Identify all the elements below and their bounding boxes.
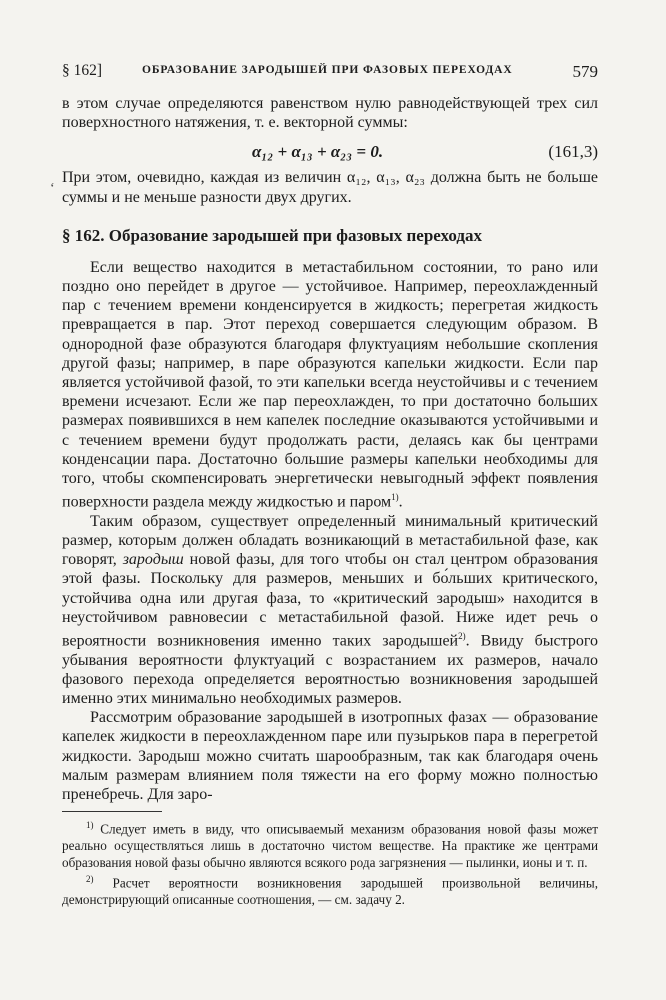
footnote-2 [62,871,598,908]
intro-paragraph: в этом случае определяются равенством нулю равнодействующей трех сил поверхностного натяжения, т. е. векторной суммы: [62,95,598,132]
page-number: 579 [572,62,598,81]
footnote-2-text: Расчет вероятности возникновения зародышей произвольной величины, демонстрирующий описанные соотношения, — см. задачу 2. [62,875,598,907]
equation-number: (161,3) [548,142,598,162]
paragraph-1 [62,258,598,512]
formula-row [62,140,598,166]
after-formula-paragraph: При этом, очевидно, каждая из величин α₁₂, α₁₃, α₂₃ должна быть не больше суммы и не меньше разности двух других. [62,169,598,206]
header-section: § 162] [62,62,103,79]
paragraph-2-part3: . Ввиду быстрого убывания вероятности флуктуаций с возрастанием их размеров, начало фазового перехода определяется вероятностью возникновения зародышей именно этих минимально необходимых размеров. [62,632,598,707]
paragraph-2-part1: Таким образом, существует определенный минимальный критический размер, которым должен обладать возникающий в метастабильной фазе, как говорят, [62,512,598,569]
header-title: ОБРАЗОВАНИЕ ЗАРОДЫШЕЙ ПРИ ФАЗОВЫХ ПЕРЕХОДАХ [142,64,513,76]
paragraph-1-text: Если вещество находится в метастабильном состоянии, то рано или поздно оно перейдет в другое — устойчивое. Например, переохлажденный пар с течением времени конденсируется в жидкость; перегретая жидкость превращается в пар. Этот переход совершается следующим образом. В однородной фазе образуются благодаря флуктуациям небольшие скопления другой фазы; например, в паре образуются капельки жидкости. Если пар является устойчивой фазой, то эти капельки всегда неустойчивы и с течением времени исчезают. Если же пар переохлажден, то при достаточно больших размерах появившихся в нем капелек последние оказываются устойчивыми и с течением времени будут продолжать расти, делаясь как бы центрами конденсации пара. Достаточно большие размеры капельки необходимы для того, чтобы скомпенсировать энергетически невыгодный эффект появления поверхности раздела между жидкостью и паром [62,258,598,511]
footnote-1-marker: 1) [86,820,94,831]
book-page [62,62,598,908]
footnote-1-text: Следует иметь в виду, что описываемый механизм образования новой фазы может реально осуществляться лишь в достаточно чистом веществе. На практике же центрами образования новой фазы обычно являются всякого рода загрязнения — пылинки, ионы и т. п. [62,821,598,870]
footnote-2-marker: 2) [86,874,94,885]
footnote-1 [62,817,598,871]
running-header [62,62,598,88]
paragraph-2-part2: новой фазы, для того чтобы он стал центром образования этой фазы. Поскольку для размеров, меньших и бо́льших критического, устойчива одна или другая фаза, то «критический зародыш» находится в неустойчивом равновесии с метастабильной фазой. Ниже идет речь о вероятности возникновения именно таких зародышей [62,551,598,650]
footnote-ref-1: 1) [391,492,399,503]
formula-expression: α₁₂ + α₁₃ + α₂₃ = 0. [252,142,384,162]
paragraph-3: Рассмотрим образование зародышей в изотропных фазах — образование капелек жидкости в переохлажденном паре или пузырьков пара в перегретой жидкости. Зародыш можно считать шарообразным, так как благодаря очень малым размерам влиянием поля тяжести на его форму можно полностью пренебречь. Для заро- [62,709,598,803]
paragraph-1-tail: . [398,493,403,511]
margin-mark: ʻ [50,181,55,196]
term-zarodysh: зародыш [122,551,184,569]
section-heading: § 162. Образование зародышей при фазовых переходах [62,225,482,245]
paragraph-2 [62,512,598,708]
footnote-divider [62,811,162,812]
footnote-ref-2: 2) [458,631,466,641]
